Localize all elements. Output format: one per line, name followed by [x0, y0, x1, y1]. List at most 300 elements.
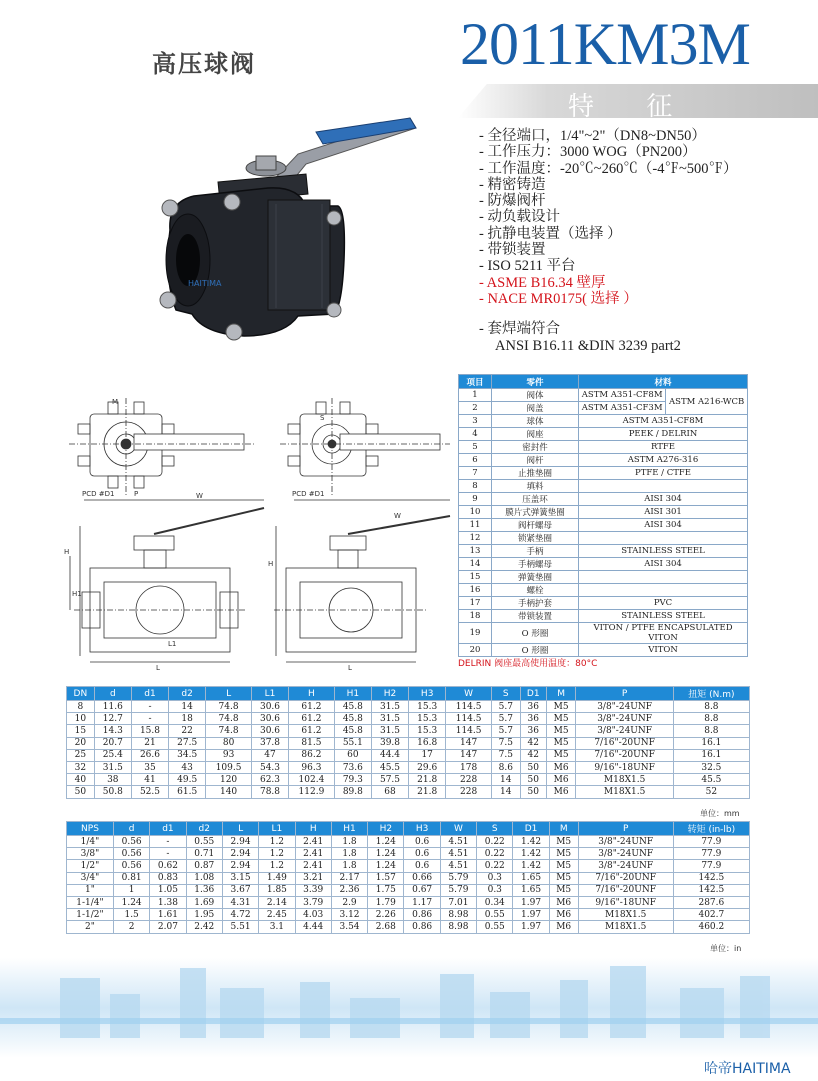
parts-cell-material — [579, 415, 748, 428]
nps-table-cell: 2.17 — [331, 872, 367, 884]
dn-table-cell: 15.8 — [131, 725, 168, 737]
nps-table-cell: 1.08 — [186, 872, 222, 884]
dn-table-cell: 14 — [491, 786, 520, 798]
parts-table-row — [459, 480, 748, 493]
parts-table-row — [459, 415, 748, 428]
nps-table-cell: 0.34 — [477, 896, 513, 908]
nps-table-cell: 1.24 — [368, 848, 404, 860]
dn-table-cell: 45.5 — [673, 774, 749, 786]
parts-cell-material — [579, 532, 748, 545]
nps-table-cell: 5.79 — [440, 872, 476, 884]
nps-table-cell: 0.81 — [113, 872, 149, 884]
dn-table-cell: 147 — [446, 749, 492, 761]
parts-table-row — [459, 506, 748, 519]
model-number: 2011KM3M — [460, 11, 750, 77]
dn-table-cell: 61.2 — [289, 713, 335, 725]
dn-table-row — [67, 725, 750, 737]
nps-table-cell: 0.56 — [113, 860, 149, 872]
nps-table-cell: 1.38 — [150, 896, 186, 908]
nps-table-col-header: d — [113, 822, 149, 836]
nps-table-row — [67, 872, 750, 884]
dn-table-cell: 16.8 — [409, 737, 446, 749]
nps-table-col-header: S — [477, 822, 513, 836]
nps-table-row — [67, 921, 750, 933]
dn-table-cell: 32 — [67, 761, 95, 773]
nps-table-cell: 77.9 — [673, 836, 749, 848]
nps-table-cell: 3.21 — [295, 872, 331, 884]
parts-material-text: PTFE / CTFE — [634, 468, 692, 478]
nps-table-cell: M6 — [549, 921, 578, 933]
nps-table-cell: 1.42 — [513, 860, 549, 872]
features-label: 特 征 — [568, 92, 695, 122]
feature-item: - ISO 5211 平台 — [479, 258, 576, 275]
nps-table-cell: 1.24 — [368, 836, 404, 848]
parts-cell-no: 11 — [459, 519, 492, 532]
dimension-table-inch-header — [67, 822, 750, 836]
nps-table-cell: 0.87 — [186, 860, 222, 872]
nps-table-cell: 2.41 — [295, 836, 331, 848]
parts-cell-material — [579, 610, 748, 623]
parts-material-text: STAINLESS STEEL — [621, 546, 705, 556]
parts-table-row — [459, 644, 748, 657]
parts-cell-part: 手柄护套 — [492, 597, 579, 610]
parts-cell-part: 阀座 — [492, 428, 579, 441]
parts-table-header — [459, 375, 748, 389]
feature-socket-weld: - 套焊端符合 — [479, 321, 560, 338]
nps-table-col-header: H3 — [404, 822, 440, 836]
nps-table-col-header: H1 — [331, 822, 367, 836]
dn-table-cell: 16.1 — [673, 737, 749, 749]
dn-table-cell: 49.5 — [169, 774, 206, 786]
parts-cell-part: 球体 — [492, 415, 579, 428]
nps-table-cell: 0.22 — [477, 860, 513, 872]
parts-cell-material — [579, 428, 748, 441]
section-view-left — [70, 508, 264, 662]
parts-cell-part: 锁紧垫圈 — [492, 532, 579, 545]
dn-table-col-header: L — [206, 687, 252, 701]
dn-table-cell: 79.3 — [334, 774, 371, 786]
parts-cell-no: 9 — [459, 493, 492, 506]
dn-table-cell: 54.3 — [251, 761, 288, 773]
dn-table-cell: 5.7 — [491, 725, 520, 737]
parts-cell-no: 18 — [459, 610, 492, 623]
nps-table-cell: 7/16"-20UNF — [578, 884, 673, 896]
unit-mm-label: 单位：mm — [700, 809, 740, 818]
nps-table-col-header: d2 — [186, 822, 222, 836]
dn-table-col-header: H2 — [371, 687, 408, 701]
nps-table-cell: 0.56 — [113, 848, 149, 860]
parts-material-text: VITON / PTFE ENCAPSULATED — [593, 623, 733, 633]
feature-item: - 工作温度：-20℃~260℃（-4℉~500℉） — [479, 160, 738, 177]
dn-table-cell: M5 — [546, 737, 576, 749]
nps-table-cell: - — [150, 836, 186, 848]
nps-table-cell: 77.9 — [673, 860, 749, 872]
nps-table-cell: 4.03 — [295, 909, 331, 921]
dn-table-col-header: S — [491, 687, 520, 701]
nps-table-cell: 2.94 — [222, 848, 258, 860]
parts-table-row — [459, 558, 748, 571]
dn-table-cell: 3/8"-24UNF — [576, 725, 673, 737]
parts-material-text: AISI 301 — [644, 507, 682, 517]
dn-table-cell: 10 — [67, 713, 95, 725]
nps-table-cell: 1.95 — [186, 909, 222, 921]
dn-table-cell: 22 — [169, 725, 206, 737]
dn-table-cell: M18X1.5 — [576, 774, 673, 786]
dn-table-cell: 16.1 — [673, 749, 749, 761]
dn-table-cell: 7/16"-20UNF — [576, 749, 673, 761]
nps-table-cell: 2.14 — [259, 896, 295, 908]
dn-table-cell: 61.2 — [289, 725, 335, 737]
parts-material-text: ASTM A351-CF8M — [622, 416, 704, 426]
nps-table-cell: 2.94 — [222, 836, 258, 848]
parts-cell-part: 膜片式弹簧垫圈 — [492, 506, 579, 519]
dn-table-cell: 8.8 — [673, 701, 749, 713]
nps-table-cell: 2.45 — [259, 909, 295, 921]
parts-table-row — [459, 441, 748, 454]
nps-table-cell: 1.79 — [368, 896, 404, 908]
nps-table-cell: 0.22 — [477, 836, 513, 848]
dn-table-cell: 5.7 — [491, 713, 520, 725]
dn-table-cell: 8.6 — [491, 761, 520, 773]
nps-table-cell: 1.8 — [331, 848, 367, 860]
dn-table-cell: 7/16"-20UNF — [576, 737, 673, 749]
parts-table — [458, 374, 748, 657]
parts-cell-material: ASTM A351-CF3M — [579, 402, 666, 415]
nps-table-cell: M5 — [549, 860, 578, 872]
nps-table-cell: 1.97 — [513, 896, 549, 908]
nps-table-cell: 1.57 — [368, 872, 404, 884]
parts-cell-material — [579, 623, 748, 644]
parts-cell-no: 7 — [459, 467, 492, 480]
dn-table-cell: 3/8"-24UNF — [576, 701, 673, 713]
nps-table-cell: 0.83 — [150, 872, 186, 884]
parts-cell-no: 4 — [459, 428, 492, 441]
parts-cell-no: 15 — [459, 571, 492, 584]
dn-table-col-header: H1 — [334, 687, 371, 701]
parts-cell-part: 阀杆螺母 — [492, 519, 579, 532]
dn-table-cell: 78.8 — [251, 786, 288, 798]
nps-table-cell: M18X1.5 — [578, 909, 673, 921]
dn-table-cell: 96.3 — [289, 761, 335, 773]
dn-table-cell: M6 — [546, 786, 576, 798]
dn-table-cell: 228 — [446, 774, 492, 786]
nps-table-row — [67, 896, 750, 908]
parts-cell-no: 13 — [459, 545, 492, 558]
unit-inch-label: 单位：in — [710, 944, 742, 953]
nps-table-cell: 1.36 — [186, 884, 222, 896]
nps-table-cell: 5.51 — [222, 921, 258, 933]
nps-table-col-header: P — [578, 822, 673, 836]
parts-table-row — [459, 532, 748, 545]
dn-table-col-header: M — [546, 687, 576, 701]
drawing-label-w: W — [196, 492, 203, 500]
nps-table-cell: 1.2 — [259, 848, 295, 860]
nps-table-cell: 3.79 — [295, 896, 331, 908]
dn-table-cell: 20 — [67, 737, 95, 749]
nps-table-cell: 3.67 — [222, 884, 258, 896]
dn-table-cell: 21.8 — [409, 774, 446, 786]
dn-table-cell: 73.6 — [334, 761, 371, 773]
parts-cell-material — [579, 467, 748, 480]
nps-table-cell: 2.94 — [222, 860, 258, 872]
nps-table-cell: 1.65 — [513, 872, 549, 884]
dn-table-cell: 147 — [446, 737, 492, 749]
nps-table-cell: 7.01 — [440, 896, 476, 908]
nps-table-cell: 77.9 — [673, 848, 749, 860]
dn-table-col-header: 扭矩 (N.m) — [673, 687, 749, 701]
parts-cell-part: 压盖环 — [492, 493, 579, 506]
dn-table-cell: 36 — [520, 701, 546, 713]
dn-table-col-header: W — [446, 687, 492, 701]
parts-cell-material — [579, 597, 748, 610]
dn-table-cell: 31.5 — [371, 725, 408, 737]
parts-cell-part: 密封件 — [492, 441, 579, 454]
nps-table-cell: 1.05 — [150, 884, 186, 896]
parts-cell-material — [579, 519, 748, 532]
nps-table-cell: 3/8"-24UNF — [578, 848, 673, 860]
nps-table-cell: 1/2" — [67, 860, 114, 872]
parts-cell-no: 5 — [459, 441, 492, 454]
valve-marking: HAITIMA — [188, 279, 222, 288]
dn-table-cell: - — [131, 701, 168, 713]
nps-table-cell: 402.7 — [673, 909, 749, 921]
footer-decoration — [0, 958, 818, 1058]
nps-table-cell: 4.51 — [440, 836, 476, 848]
dn-table-cell: 74.8 — [206, 725, 252, 737]
parts-cell-no: 19 — [459, 623, 492, 644]
product-title-cn: 高压球阀 — [152, 50, 256, 78]
dn-table-cell: 14 — [491, 774, 520, 786]
dn-table-cell: M5 — [546, 725, 576, 737]
nps-table-cell: 1.2 — [259, 860, 295, 872]
parts-cell-no: 8 — [459, 480, 492, 493]
parts-cell-material — [579, 454, 748, 467]
dn-table-cell: 47 — [251, 749, 288, 761]
feature-item: - 精密铸造 — [479, 176, 546, 193]
nps-table-cell: 142.5 — [673, 884, 749, 896]
dn-table-col-header: H3 — [409, 687, 446, 701]
parts-cell-material — [579, 441, 748, 454]
nps-table-cell: 0.6 — [404, 860, 440, 872]
nps-table-cell: M6 — [549, 896, 578, 908]
parts-cell-material — [579, 644, 748, 657]
parts-material-text: AISI 304 — [644, 520, 682, 530]
dn-table-cell: 74.8 — [206, 701, 252, 713]
feature-item: - 工作压力：3000 WOG（PN200） — [479, 144, 697, 161]
nps-table-cell: 1 — [113, 884, 149, 896]
parts-cell-material: ASTM A351-CF8M — [579, 389, 666, 402]
feature-item: - 防爆阀杆 — [479, 193, 546, 210]
dn-table-cell: 68 — [371, 786, 408, 798]
parts-table-body — [459, 389, 748, 657]
nps-table-cell: 142.5 — [673, 872, 749, 884]
parts-cell-no: 20 — [459, 644, 492, 657]
parts-cell-part: 弹簧垫圈 — [492, 571, 579, 584]
nps-table-cell: M18X1.5 — [578, 921, 673, 933]
parts-cell-part: 手柄 — [492, 545, 579, 558]
dn-table-cell: 41 — [131, 774, 168, 786]
nps-table-cell: 0.55 — [477, 921, 513, 933]
dn-table-cell: 14.3 — [94, 725, 131, 737]
dn-table-cell: 30.6 — [251, 725, 288, 737]
nps-table-cell: 460.2 — [673, 921, 749, 933]
drawing-label-l: L — [348, 664, 352, 672]
nps-table-cell: 1.24 — [368, 860, 404, 872]
drawing-label-p: P — [134, 490, 139, 498]
nps-table-cell: 8.98 — [440, 909, 476, 921]
nps-table-cell: 4.51 — [440, 848, 476, 860]
parts-table-row — [459, 623, 748, 644]
nps-table-col-header: D1 — [513, 822, 549, 836]
nps-table-cell: 3.54 — [331, 921, 367, 933]
features-list — [479, 128, 809, 354]
nps-table-cell: M5 — [549, 836, 578, 848]
parts-material-text: PEEK / DELRIN — [628, 429, 698, 439]
parts-cell-part: 带锁装置 — [492, 610, 579, 623]
dn-table-cell: M6 — [546, 774, 576, 786]
dn-table-cell: 60 — [334, 749, 371, 761]
nps-table-cell: M5 — [549, 872, 578, 884]
feature-item: - 带锁装置 — [479, 242, 546, 259]
parts-cell-material — [579, 545, 748, 558]
nps-table-cell: 0.67 — [404, 884, 440, 896]
parts-note: DELRIN 阀座最高使用温度：80°C — [458, 659, 598, 669]
dn-table-cell: 14 — [169, 701, 206, 713]
dn-table-cell: 3/8"-24UNF — [576, 713, 673, 725]
nps-table-cell: 1.97 — [513, 909, 549, 921]
nps-table-col-header: 转矩 (in-lb) — [673, 822, 749, 836]
parts-cell-material — [579, 571, 748, 584]
parts-cell-material — [579, 493, 748, 506]
dn-table-cell: 27.5 — [169, 737, 206, 749]
dimension-table-inch-body — [67, 836, 750, 934]
dn-table-cell: 52.5 — [131, 786, 168, 798]
dn-table-cell: 109.5 — [206, 761, 252, 773]
nps-table-cell: 2.9 — [331, 896, 367, 908]
drawing-label-pcd: PCD #D1 — [292, 490, 325, 498]
dn-table-cell: 45.8 — [334, 725, 371, 737]
dn-table-cell: 36 — [520, 725, 546, 737]
dn-table-cell: 45.8 — [334, 713, 371, 725]
dn-table-cell: 43 — [169, 761, 206, 773]
parts-cell-no: 3 — [459, 415, 492, 428]
nps-table-cell: 0.86 — [404, 921, 440, 933]
dn-table-col-header: H — [289, 687, 335, 701]
dn-table-cell: 7.5 — [491, 737, 520, 749]
nps-table-col-header: L1 — [259, 822, 295, 836]
dn-table-cell: 42 — [520, 737, 546, 749]
parts-cell-part: O 形圈 — [492, 644, 579, 657]
dn-table-cell: 114.5 — [446, 701, 492, 713]
dn-table-cell: 74.8 — [206, 713, 252, 725]
dn-table-cell: 42 — [520, 749, 546, 761]
nps-table-cell: 287.6 — [673, 896, 749, 908]
nps-table-cell: M5 — [549, 848, 578, 860]
dn-table-cell: 50 — [520, 774, 546, 786]
dn-table-cell: 31.5 — [371, 713, 408, 725]
dn-table-cell: 52 — [673, 786, 749, 798]
technical-drawings — [64, 396, 454, 672]
nps-table-cell: 2.26 — [368, 909, 404, 921]
dn-table-cell: 50 — [520, 761, 546, 773]
parts-material-text: ASTM A276-316 — [627, 455, 699, 465]
nps-table-cell: 1.17 — [404, 896, 440, 908]
drawing-label-h: H — [268, 560, 274, 568]
dn-table-cell: 120 — [206, 774, 252, 786]
dn-table-cell: 26.6 — [131, 749, 168, 761]
dn-table-cell: 34.5 — [169, 749, 206, 761]
dn-table-cell: 38 — [94, 774, 131, 786]
nps-table-cell: 1.5 — [113, 909, 149, 921]
dn-table-cell: 18 — [169, 713, 206, 725]
nps-table-row — [67, 848, 750, 860]
col-header-part: 零件 — [492, 375, 579, 389]
parts-table-row — [459, 571, 748, 584]
nps-table-cell: 2.36 — [331, 884, 367, 896]
dn-table-cell: 7.5 — [491, 749, 520, 761]
dn-table-cell: 30.6 — [251, 713, 288, 725]
nps-table-cell: 1-1/4" — [67, 896, 114, 908]
dn-table-col-header: L1 — [251, 687, 288, 701]
dn-table-row — [67, 749, 750, 761]
dn-table-cell: 36 — [520, 713, 546, 725]
end-view-left — [69, 398, 264, 500]
dn-table-cell: M6 — [546, 761, 576, 773]
parts-material-text: VITON — [648, 645, 678, 655]
col-header-item: 项目 — [459, 375, 492, 389]
dn-table-cell: - — [131, 713, 168, 725]
dn-table-cell: 44.4 — [371, 749, 408, 761]
parts-cell-no: 16 — [459, 584, 492, 597]
nps-table-cell: 0.62 — [150, 860, 186, 872]
drawing-label-h: H — [64, 548, 70, 556]
nps-table-col-header: M — [549, 822, 578, 836]
parts-table-row — [459, 610, 748, 623]
nps-table-cell: 2 — [113, 921, 149, 933]
nps-table-cell: 1.85 — [259, 884, 295, 896]
nps-table-cell: 1.8 — [331, 836, 367, 848]
nps-table-cell: 2.41 — [295, 860, 331, 872]
nps-table-cell: 0.86 — [404, 909, 440, 921]
dn-table-cell: M5 — [546, 701, 576, 713]
nps-table-cell: 1-1/2" — [67, 909, 114, 921]
nps-table-cell: 3/4" — [67, 872, 114, 884]
brand-name: 哈帝HAITIMA — [704, 1061, 791, 1077]
parts-cell-part: 阀杆 — [492, 454, 579, 467]
nps-table-cell: 0.66 — [404, 872, 440, 884]
parts-table-row — [459, 493, 748, 506]
dn-table-cell: 9/16"-18UNF — [576, 761, 673, 773]
feature-item: - 动负载设计 — [479, 209, 560, 226]
dn-table-row — [67, 713, 750, 725]
feature-socket-weld-standard: ANSI B16.11 &DIN 3239 part2 — [495, 337, 681, 354]
dn-table-cell: 62.3 — [251, 774, 288, 786]
nps-table-cell: M6 — [549, 909, 578, 921]
nps-table-col-header: H — [295, 822, 331, 836]
nps-table-cell: 1.42 — [513, 836, 549, 848]
dimension-table-inch — [66, 821, 750, 934]
parts-material-text: AISI 304 — [644, 559, 682, 569]
nps-table-cell: 9/16"-18UNF — [578, 896, 673, 908]
nps-table-cell: 4.72 — [222, 909, 258, 921]
feature-item-highlight: - ASME B16.34 壁厚 — [479, 274, 606, 291]
parts-cell-no: 14 — [459, 558, 492, 571]
nps-table-col-header: L — [222, 822, 258, 836]
nps-table-cell: 1/4" — [67, 836, 114, 848]
parts-cell-no: 1 — [459, 389, 492, 402]
dn-table-cell: 15.3 — [409, 701, 446, 713]
nps-table-cell: 2.41 — [295, 848, 331, 860]
